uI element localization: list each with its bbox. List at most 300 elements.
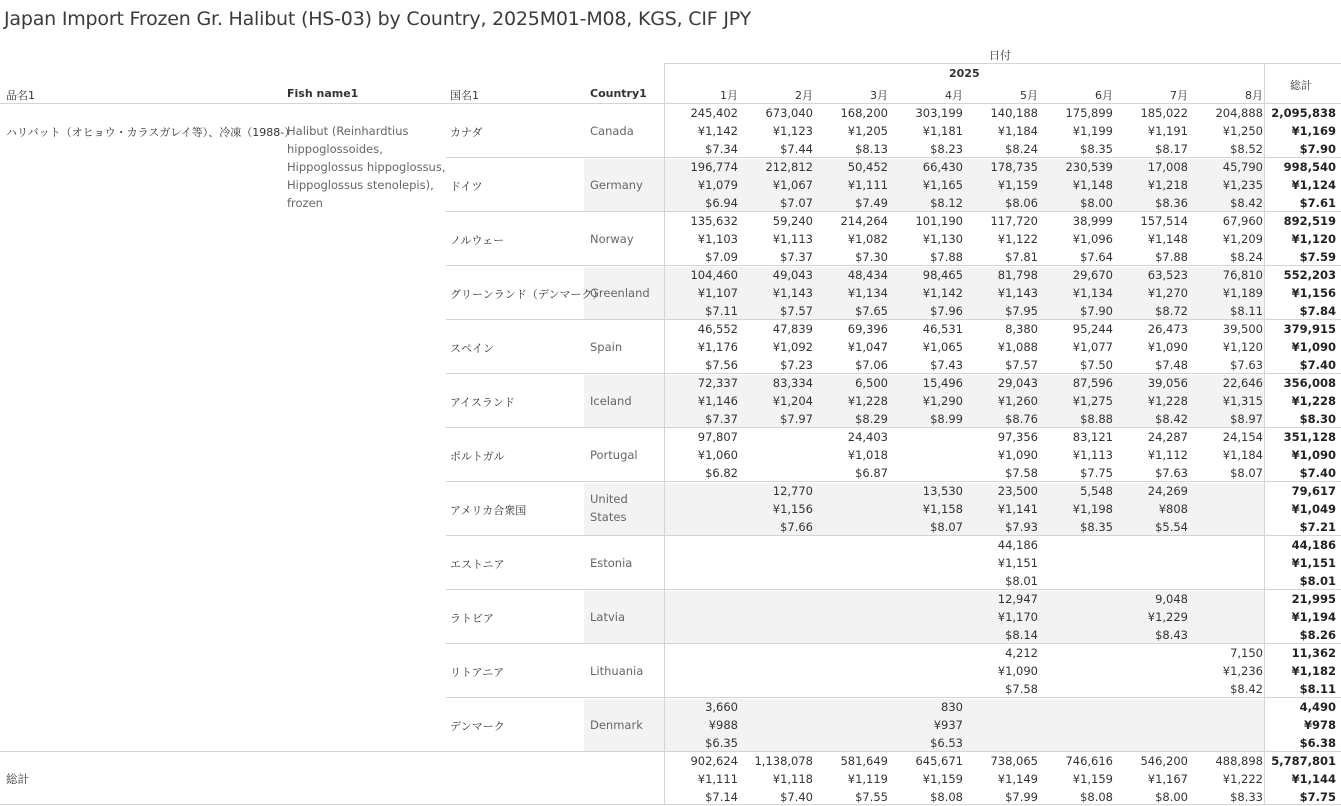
data-cell[interactable]: ¥1,191 — [1147, 124, 1188, 138]
grand-total-cell[interactable]: $7.40 — [780, 790, 813, 804]
country-name-en[interactable]: Estonia — [590, 556, 633, 570]
data-cell[interactable]: $7.48 — [1155, 358, 1188, 372]
country-name-en[interactable]: Germany — [590, 178, 643, 192]
data-cell[interactable]: $7.93 — [1005, 520, 1038, 534]
country-name-jp[interactable]: アイスランド — [450, 396, 515, 409]
data-cell[interactable]: 3,660 — [705, 700, 738, 714]
data-cell[interactable]: 5,548 — [1080, 484, 1113, 498]
data-cell[interactable]: ¥1,090 — [997, 448, 1038, 462]
data-cell[interactable]: $7.97 — [780, 412, 813, 426]
data-cell[interactable]: $8.07 — [1230, 466, 1263, 480]
data-cell[interactable]: $7.34 — [705, 142, 738, 156]
row-total-cell[interactable]: $8.26 — [1299, 628, 1336, 642]
row-total-cell[interactable]: 11,362 — [1291, 646, 1336, 660]
data-cell[interactable]: $7.64 — [1080, 250, 1113, 264]
country-name-en[interactable]: Latvia — [590, 610, 626, 624]
row-total-cell[interactable]: 356,008 — [1283, 376, 1336, 390]
grand-total-cell[interactable]: ¥1,167 — [1147, 772, 1188, 786]
grand-total-cell[interactable]: 488,898 — [1215, 754, 1263, 768]
data-cell[interactable]: 24,269 — [1147, 484, 1188, 498]
data-cell[interactable]: 24,154 — [1222, 430, 1263, 444]
data-cell[interactable]: $7.44 — [780, 142, 813, 156]
data-cell[interactable]: ¥988 — [708, 718, 738, 732]
grand-total-cell[interactable]: ¥1,222 — [1222, 772, 1263, 786]
data-cell[interactable]: $8.11 — [1230, 304, 1263, 318]
data-cell[interactable]: ¥1,260 — [997, 394, 1038, 408]
row-total-cell[interactable]: 44,186 — [1291, 538, 1336, 552]
data-cell[interactable]: 135,632 — [690, 214, 738, 228]
data-cell[interactable]: ¥1,181 — [922, 124, 963, 138]
data-cell[interactable]: 38,999 — [1072, 214, 1113, 228]
data-cell[interactable]: 59,240 — [772, 214, 813, 228]
row-total-cell[interactable]: $6.38 — [1299, 736, 1336, 750]
row-total-cell[interactable]: 379,915 — [1283, 322, 1336, 336]
data-cell[interactable]: 12,947 — [997, 592, 1038, 606]
country-name-jp[interactable]: リトアニア — [450, 666, 505, 679]
data-cell[interactable]: 830 — [941, 700, 963, 714]
data-cell[interactable]: ¥1,143 — [997, 286, 1038, 300]
data-cell[interactable]: ¥1,275 — [1072, 394, 1113, 408]
country-name-jp[interactable]: ドイツ — [450, 180, 483, 193]
data-cell[interactable]: 83,121 — [1072, 430, 1113, 444]
row-total-cell[interactable]: ¥1,169 — [1291, 124, 1336, 138]
data-cell[interactable]: $8.43 — [1155, 628, 1188, 642]
data-cell[interactable]: $7.75 — [1080, 466, 1113, 480]
data-cell[interactable]: 17,008 — [1147, 160, 1188, 174]
data-cell[interactable]: $8.23 — [930, 142, 963, 156]
data-cell[interactable]: $7.57 — [1005, 358, 1038, 372]
data-cell[interactable]: $7.66 — [780, 520, 813, 534]
data-cell[interactable]: ¥1,141 — [997, 502, 1038, 516]
product-name-en[interactable]: Halibut (Reinhardtius hippoglossoides, Hippoglossus hippoglossus, Hippoglossus stenolepis), frozen — [287, 124, 446, 210]
data-cell[interactable]: 26,473 — [1147, 322, 1188, 336]
row-total-cell[interactable]: ¥1,049 — [1291, 502, 1336, 516]
data-cell[interactable]: 49,043 — [772, 268, 813, 282]
data-cell[interactable]: $8.42 — [1155, 412, 1188, 426]
grand-total-cell[interactable]: ¥1,118 — [772, 772, 813, 786]
data-cell[interactable]: ¥1,228 — [847, 394, 888, 408]
data-cell[interactable]: $7.58 — [1005, 466, 1038, 480]
data-cell[interactable]: ¥1,113 — [1072, 448, 1113, 462]
data-cell[interactable]: ¥1,060 — [697, 448, 738, 462]
data-cell[interactable]: $7.49 — [855, 196, 888, 210]
data-cell[interactable]: 23,500 — [997, 484, 1038, 498]
row-total-cell[interactable]: ¥1,194 — [1291, 610, 1336, 624]
data-cell[interactable]: 29,670 — [1072, 268, 1113, 282]
row-total-cell[interactable]: $7.21 — [1299, 520, 1336, 534]
data-cell[interactable]: 175,899 — [1065, 106, 1113, 120]
grand-total-overall[interactable]: 5,787,801 — [1271, 754, 1336, 768]
month-header[interactable]: 3月 — [870, 89, 888, 102]
data-cell[interactable]: 47,839 — [772, 322, 813, 336]
data-cell[interactable]: $8.42 — [1230, 196, 1263, 210]
data-cell[interactable]: $7.58 — [1005, 682, 1038, 696]
row-total-cell[interactable]: 4,490 — [1299, 700, 1336, 714]
data-cell[interactable]: ¥1,107 — [697, 286, 738, 300]
data-cell[interactable]: $8.35 — [1080, 142, 1113, 156]
data-cell[interactable]: 69,396 — [847, 322, 888, 336]
col-header-product-jp[interactable]: 品名1 — [6, 89, 35, 102]
data-cell[interactable]: ¥1,184 — [1222, 448, 1263, 462]
data-cell[interactable]: ¥1,090 — [997, 664, 1038, 678]
data-cell[interactable]: $7.81 — [1005, 250, 1038, 264]
grand-total-cell[interactable]: $7.14 — [705, 790, 738, 804]
data-cell[interactable]: ¥1,111 — [847, 178, 888, 192]
data-cell[interactable]: 39,056 — [1147, 376, 1188, 390]
row-total-cell[interactable]: $7.40 — [1299, 358, 1336, 372]
data-cell[interactable]: ¥1,090 — [1147, 340, 1188, 354]
data-cell[interactable]: 212,812 — [765, 160, 813, 174]
data-cell[interactable]: ¥1,290 — [922, 394, 963, 408]
row-total-cell[interactable]: 21,995 — [1291, 592, 1336, 606]
data-cell[interactable]: 22,646 — [1222, 376, 1263, 390]
data-cell[interactable]: ¥1,218 — [1147, 178, 1188, 192]
data-cell[interactable]: 97,356 — [997, 430, 1038, 444]
data-cell[interactable]: $7.63 — [1230, 358, 1263, 372]
data-cell[interactable]: 245,402 — [690, 106, 738, 120]
data-cell[interactable]: 8,380 — [1005, 322, 1038, 336]
data-cell[interactable]: ¥1,120 — [1222, 340, 1263, 354]
data-cell[interactable]: $8.14 — [1005, 628, 1038, 642]
row-total-cell[interactable]: 892,519 — [1283, 214, 1336, 228]
country-name-jp[interactable]: グリーンランド（デンマーク） — [450, 288, 604, 301]
row-total-cell[interactable]: $8.30 — [1299, 412, 1336, 426]
data-cell[interactable]: $7.50 — [1080, 358, 1113, 372]
data-cell[interactable]: ¥1,205 — [847, 124, 888, 138]
data-cell[interactable]: 50,452 — [847, 160, 888, 174]
data-cell[interactable]: 24,287 — [1147, 430, 1188, 444]
row-total-cell[interactable]: ¥1,151 — [1291, 556, 1336, 570]
data-cell[interactable]: ¥1,143 — [772, 286, 813, 300]
data-cell[interactable]: ¥1,142 — [922, 286, 963, 300]
data-cell[interactable]: 303,199 — [915, 106, 963, 120]
col-header-total[interactable]: 総計 — [1290, 79, 1312, 92]
data-cell[interactable]: $8.01 — [1005, 574, 1038, 588]
data-cell[interactable]: 45,790 — [1222, 160, 1263, 174]
data-cell[interactable]: 12,770 — [772, 484, 813, 498]
data-cell[interactable]: $8.88 — [1080, 412, 1113, 426]
data-cell[interactable]: $7.56 — [705, 358, 738, 372]
grand-total-cell[interactable]: 1,138,078 — [754, 754, 813, 768]
data-cell[interactable]: $7.30 — [855, 250, 888, 264]
data-cell[interactable]: 230,539 — [1065, 160, 1113, 174]
data-cell[interactable]: $7.57 — [780, 304, 813, 318]
data-cell[interactable]: $8.29 — [855, 412, 888, 426]
country-name-jp[interactable]: アメリカ合衆国 — [450, 504, 527, 517]
data-cell[interactable]: ¥1,113 — [772, 232, 813, 246]
data-cell[interactable]: ¥1,198 — [1072, 502, 1113, 516]
month-header[interactable]: 5月 — [1020, 89, 1038, 102]
grand-total-cell[interactable]: 902,624 — [690, 754, 738, 768]
grand-total-cell[interactable]: 738,065 — [990, 754, 1038, 768]
row-total-cell[interactable]: ¥1,182 — [1291, 664, 1336, 678]
data-cell[interactable]: 157,514 — [1140, 214, 1188, 228]
row-total-cell[interactable]: 998,540 — [1283, 160, 1336, 174]
data-cell[interactable]: ¥937 — [933, 718, 963, 732]
data-cell[interactable]: ¥1,156 — [772, 502, 813, 516]
data-cell[interactable]: $7.95 — [1005, 304, 1038, 318]
data-cell[interactable]: ¥1,103 — [697, 232, 738, 246]
data-cell[interactable]: ¥1,018 — [847, 448, 888, 462]
data-cell[interactable]: 76,810 — [1222, 268, 1263, 282]
data-cell[interactable]: 204,888 — [1215, 106, 1263, 120]
data-cell[interactable]: $8.00 — [1080, 196, 1113, 210]
data-cell[interactable]: ¥1,209 — [1222, 232, 1263, 246]
data-cell[interactable]: ¥1,148 — [1147, 232, 1188, 246]
row-total-cell[interactable]: ¥978 — [1303, 718, 1336, 732]
data-cell[interactable]: $7.63 — [1155, 466, 1188, 480]
data-cell[interactable]: ¥1,142 — [697, 124, 738, 138]
data-cell[interactable]: 97,807 — [697, 430, 738, 444]
data-cell[interactable]: ¥1,236 — [1222, 664, 1263, 678]
row-total-cell[interactable]: $7.59 — [1299, 250, 1336, 264]
data-cell[interactable]: $7.43 — [930, 358, 963, 372]
country-name-en[interactable]: Iceland — [590, 394, 632, 408]
col-header-country-jp[interactable]: 国名1 — [450, 89, 479, 102]
data-cell[interactable]: 67,960 — [1222, 214, 1263, 228]
grand-total-overall[interactable]: ¥1,144 — [1291, 772, 1336, 786]
data-cell[interactable]: ¥1,270 — [1147, 286, 1188, 300]
data-cell[interactable]: 13,530 — [922, 484, 963, 498]
data-cell[interactable]: ¥1,151 — [997, 556, 1038, 570]
year-header[interactable]: 2025 — [949, 67, 980, 80]
data-cell[interactable]: ¥1,228 — [1147, 394, 1188, 408]
data-cell[interactable]: 178,735 — [990, 160, 1038, 174]
grand-total-cell[interactable]: 581,649 — [840, 754, 888, 768]
data-cell[interactable]: $6.87 — [855, 466, 888, 480]
data-cell[interactable]: 72,337 — [697, 376, 738, 390]
data-cell[interactable]: 46,552 — [697, 322, 738, 336]
grand-total-label[interactable]: 総計 — [6, 772, 29, 786]
data-cell[interactable]: ¥1,065 — [922, 340, 963, 354]
grand-total-cell[interactable]: $8.33 — [1230, 790, 1263, 804]
month-header[interactable]: 6月 — [1095, 89, 1113, 102]
data-cell[interactable]: ¥1,047 — [847, 340, 888, 354]
data-cell[interactable]: $7.90 — [1080, 304, 1113, 318]
data-cell[interactable]: $5.54 — [1155, 520, 1188, 534]
row-total-cell[interactable]: $7.84 — [1299, 304, 1336, 318]
data-cell[interactable]: ¥1,082 — [847, 232, 888, 246]
data-cell[interactable]: 9,048 — [1155, 592, 1188, 606]
data-cell[interactable]: $7.65 — [855, 304, 888, 318]
col-header-country-en[interactable]: Country1 — [590, 87, 647, 100]
data-cell[interactable]: $6.94 — [705, 196, 738, 210]
row-total-cell[interactable]: $8.01 — [1299, 574, 1336, 588]
data-cell[interactable]: ¥808 — [1158, 502, 1188, 516]
data-cell[interactable]: 66,430 — [922, 160, 963, 174]
row-total-cell[interactable]: 552,203 — [1283, 268, 1336, 282]
country-name-jp[interactable]: ポルトガル — [450, 450, 505, 463]
data-cell[interactable]: ¥1,134 — [1072, 286, 1113, 300]
data-cell[interactable]: $8.17 — [1155, 142, 1188, 156]
data-cell[interactable]: ¥1,229 — [1147, 610, 1188, 624]
data-cell[interactable]: ¥1,077 — [1072, 340, 1113, 354]
data-cell[interactable]: $7.37 — [705, 412, 738, 426]
country-name-jp[interactable]: エストニア — [450, 558, 505, 571]
data-cell[interactable]: 63,523 — [1147, 268, 1188, 282]
data-cell[interactable]: 95,244 — [1072, 322, 1113, 336]
grand-total-cell[interactable]: $7.99 — [1005, 790, 1038, 804]
data-cell[interactable]: $7.96 — [930, 304, 963, 318]
data-cell[interactable]: 4,212 — [1005, 646, 1038, 660]
data-cell[interactable]: 104,460 — [690, 268, 738, 282]
data-cell[interactable]: $7.11 — [705, 304, 738, 318]
product-name-jp[interactable]: ハリバット（オヒョウ・カラスガレイ等）、冷凍（1988-） — [6, 126, 296, 139]
data-cell[interactable]: 81,798 — [997, 268, 1038, 282]
month-header[interactable]: 8月 — [1245, 89, 1263, 102]
row-total-cell[interactable]: ¥1,090 — [1291, 340, 1336, 354]
data-cell[interactable]: 98,465 — [922, 268, 963, 282]
data-cell[interactable]: ¥1,146 — [697, 394, 738, 408]
data-cell[interactable]: 673,040 — [765, 106, 813, 120]
data-cell[interactable]: ¥1,189 — [1222, 286, 1263, 300]
data-cell[interactable]: ¥1,148 — [1072, 178, 1113, 192]
row-total-cell[interactable]: $7.40 — [1299, 466, 1336, 480]
data-cell[interactable]: ¥1,158 — [922, 502, 963, 516]
country-name-jp[interactable]: ノルウェー — [450, 234, 505, 247]
row-total-cell[interactable]: $7.61 — [1299, 196, 1336, 210]
data-cell[interactable]: $8.99 — [930, 412, 963, 426]
data-cell[interactable]: $7.37 — [780, 250, 813, 264]
grand-total-cell[interactable]: ¥1,119 — [847, 772, 888, 786]
data-cell[interactable]: ¥1,250 — [1222, 124, 1263, 138]
data-cell[interactable]: 39,500 — [1222, 322, 1263, 336]
country-name-en[interactable]: Spain — [590, 340, 623, 354]
row-total-cell[interactable]: $7.90 — [1299, 142, 1336, 156]
data-cell[interactable]: $8.97 — [1230, 412, 1263, 426]
data-cell[interactable]: ¥1,079 — [697, 178, 738, 192]
row-total-cell[interactable]: ¥1,156 — [1291, 286, 1336, 300]
data-cell[interactable]: 83,334 — [772, 376, 813, 390]
data-cell[interactable]: ¥1,170 — [997, 610, 1038, 624]
data-cell[interactable]: $8.24 — [1005, 142, 1038, 156]
row-total-cell[interactable]: ¥1,228 — [1291, 394, 1336, 408]
data-cell[interactable]: 168,200 — [840, 106, 888, 120]
country-name-en[interactable]: Canada — [590, 124, 634, 138]
data-cell[interactable]: $8.07 — [930, 520, 963, 534]
data-cell[interactable]: $8.36 — [1155, 196, 1188, 210]
data-cell[interactable]: $8.72 — [1155, 304, 1188, 318]
country-name-jp[interactable]: カナダ — [450, 126, 483, 139]
row-total-cell[interactable]: ¥1,090 — [1291, 448, 1336, 462]
data-cell[interactable]: ¥1,112 — [1147, 448, 1188, 462]
data-cell[interactable]: $6.35 — [705, 736, 738, 750]
data-cell[interactable]: ¥1,067 — [772, 178, 813, 192]
country-name-jp[interactable]: スペイン — [450, 342, 494, 355]
data-cell[interactable]: $7.23 — [780, 358, 813, 372]
grand-total-cell[interactable]: ¥1,159 — [1072, 772, 1113, 786]
country-name-en[interactable]: United States — [590, 492, 628, 524]
country-name-en[interactable]: Denmark — [590, 718, 643, 732]
data-cell[interactable]: $6.82 — [705, 466, 738, 480]
country-name-en[interactable]: Portugal — [590, 448, 638, 462]
grand-total-cell[interactable]: $8.00 — [1155, 790, 1188, 804]
grand-total-cell[interactable]: 645,671 — [915, 754, 963, 768]
date-header[interactable]: 日付 — [989, 49, 1011, 62]
data-cell[interactable]: $8.13 — [855, 142, 888, 156]
data-cell[interactable]: $8.76 — [1005, 412, 1038, 426]
row-total-cell[interactable]: $8.11 — [1299, 682, 1336, 696]
month-header[interactable]: 2月 — [795, 89, 813, 102]
grand-total-cell[interactable]: 746,616 — [1065, 754, 1113, 768]
data-cell[interactable]: ¥1,096 — [1072, 232, 1113, 246]
grand-total-cell[interactable]: ¥1,149 — [997, 772, 1038, 786]
month-header[interactable]: 7月 — [1170, 89, 1188, 102]
data-cell[interactable]: $7.88 — [930, 250, 963, 264]
data-cell[interactable]: 185,022 — [1140, 106, 1188, 120]
month-header[interactable]: 4月 — [945, 89, 963, 102]
data-cell[interactable]: $7.88 — [1155, 250, 1188, 264]
data-cell[interactable]: $7.06 — [855, 358, 888, 372]
data-cell[interactable]: $8.52 — [1230, 142, 1263, 156]
data-cell[interactable]: ¥1,235 — [1222, 178, 1263, 192]
data-cell[interactable]: $8.35 — [1080, 520, 1113, 534]
data-cell[interactable]: $7.09 — [705, 250, 738, 264]
grand-total-cell[interactable]: $7.55 — [855, 790, 888, 804]
data-cell[interactable]: ¥1,159 — [997, 178, 1038, 192]
data-cell[interactable]: ¥1,165 — [922, 178, 963, 192]
data-cell[interactable]: $8.06 — [1005, 196, 1038, 210]
data-cell[interactable]: ¥1,092 — [772, 340, 813, 354]
country-name-jp[interactable]: デンマーク — [450, 720, 505, 733]
data-cell[interactable]: 117,720 — [990, 214, 1038, 228]
country-name-en[interactable]: Lithuania — [590, 664, 644, 678]
data-cell[interactable]: 24,403 — [847, 430, 888, 444]
data-cell[interactable]: ¥1,176 — [697, 340, 738, 354]
grand-total-cell[interactable]: $8.08 — [930, 790, 963, 804]
data-cell[interactable]: 48,434 — [847, 268, 888, 282]
data-cell[interactable]: 15,496 — [922, 376, 963, 390]
row-total-cell[interactable]: 79,617 — [1291, 484, 1336, 498]
grand-total-cell[interactable]: 546,200 — [1140, 754, 1188, 768]
data-cell[interactable]: 44,186 — [997, 538, 1038, 552]
data-cell[interactable]: ¥1,122 — [997, 232, 1038, 246]
data-cell[interactable]: 140,188 — [990, 106, 1038, 120]
data-cell[interactable]: $8.12 — [930, 196, 963, 210]
data-cell[interactable]: ¥1,315 — [1222, 394, 1263, 408]
country-name-en[interactable]: Norway — [590, 232, 634, 246]
row-total-cell[interactable]: ¥1,120 — [1291, 232, 1336, 246]
data-cell[interactable]: ¥1,130 — [922, 232, 963, 246]
month-header[interactable]: 1月 — [720, 89, 738, 102]
col-header-fish-name[interactable]: Fish name1 — [287, 87, 359, 100]
data-cell[interactable]: 87,596 — [1072, 376, 1113, 390]
data-cell[interactable]: ¥1,204 — [772, 394, 813, 408]
row-total-cell[interactable]: 351,128 — [1283, 430, 1336, 444]
row-total-cell[interactable]: ¥1,124 — [1291, 178, 1336, 192]
country-name-en[interactable]: Greenland — [590, 286, 650, 300]
data-cell[interactable]: 46,531 — [922, 322, 963, 336]
data-cell[interactable]: $8.24 — [1230, 250, 1263, 264]
grand-total-cell[interactable]: $8.08 — [1080, 790, 1113, 804]
grand-total-overall[interactable]: $7.75 — [1299, 790, 1336, 804]
grand-total-cell[interactable]: ¥1,111 — [697, 772, 738, 786]
data-cell[interactable]: 6,500 — [855, 376, 888, 390]
data-cell[interactable]: ¥1,199 — [1072, 124, 1113, 138]
data-cell[interactable]: ¥1,123 — [772, 124, 813, 138]
data-cell[interactable]: 101,190 — [915, 214, 963, 228]
data-cell[interactable]: 214,264 — [840, 214, 888, 228]
data-cell[interactable]: $7.07 — [780, 196, 813, 210]
country-name-jp[interactable]: ラトビア — [450, 612, 494, 625]
data-cell[interactable]: $8.42 — [1230, 682, 1263, 696]
grand-total-cell[interactable]: ¥1,159 — [922, 772, 963, 786]
data-cell[interactable]: ¥1,134 — [847, 286, 888, 300]
data-cell[interactable]: ¥1,088 — [997, 340, 1038, 354]
data-cell[interactable]: 29,043 — [997, 376, 1038, 390]
data-cell[interactable]: 7,150 — [1230, 646, 1263, 660]
data-cell[interactable]: 196,774 — [690, 160, 738, 174]
